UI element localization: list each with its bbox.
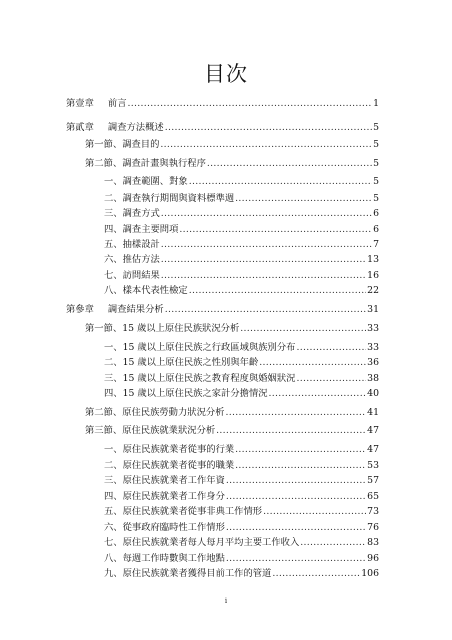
toc-leader: [179, 223, 372, 237]
toc-entry[interactable]: [0, 157, 452, 171]
toc-leader: [161, 238, 372, 252]
toc-entry-label: 第二節、調查計畫與執行程序: [85, 158, 206, 169]
toc-leader: [296, 372, 366, 386]
toc-entry-label: 八、每週工作時數與工作地點: [104, 553, 225, 564]
toc-page-number: 65: [367, 491, 379, 502]
toc-entry-label: 八、樣本代表性檢定: [104, 285, 188, 296]
toc-entry[interactable]: [0, 238, 452, 252]
toc-page-number: 5: [373, 193, 379, 204]
toc-entry-label: 五、抽樣設計: [104, 239, 160, 250]
toc-entry-label: 三、15 歲以上原住民族之教育程度與婚姻狀況: [104, 373, 296, 384]
toc-leader: [240, 322, 366, 336]
toc-leader: [300, 536, 366, 550]
toc-entry-label: 一、調查範圍、對象: [104, 176, 188, 187]
toc-leader: [160, 138, 372, 152]
toc-leader: [189, 284, 366, 298]
toc-entry-label: 前言: [107, 98, 127, 109]
toc-leader: [296, 341, 366, 355]
toc-entry[interactable]: [0, 303, 452, 317]
toc-page-number: 22: [367, 285, 379, 296]
toc-entry[interactable]: [0, 192, 452, 206]
toc-page-number: 7: [373, 239, 379, 250]
toc-entry[interactable]: [0, 322, 452, 336]
toc-leader: [226, 490, 366, 504]
toc-entry-label: 七、原住民族就業者每人每月平均主要工作收入: [104, 537, 300, 548]
toc-entry-label: 九、原住民族就業者獲得目前工作的管道: [104, 568, 272, 579]
toc-entry-label: 二、15 歲以上原住民族之性別與年齡: [104, 357, 259, 368]
toc-leader: [165, 303, 366, 317]
toc-page-number: 96: [367, 553, 379, 564]
toc-page-number: 6: [373, 224, 379, 235]
toc-page-number: 16: [367, 270, 379, 281]
toc-entry[interactable]: [0, 387, 452, 401]
toc-entry-label: 調查結果分析: [107, 304, 164, 315]
toc-page-number: 41: [367, 407, 379, 418]
toc-page-number: 5: [373, 122, 379, 133]
toc-entry[interactable]: [0, 490, 452, 504]
toc-entry[interactable]: [0, 253, 452, 267]
toc-entry-label: 調查方法概述: [107, 122, 164, 133]
toc-entry[interactable]: [0, 121, 452, 135]
toc-leader: [269, 387, 367, 401]
toc-entry[interactable]: [0, 97, 452, 111]
toc-chapter-number: 第參章: [66, 304, 94, 315]
toc-entry[interactable]: [0, 552, 452, 566]
toc-entry-label: 一、15 歲以上原住民族之行政區域與族別分布: [104, 342, 296, 353]
toc-page-number: 76: [367, 522, 379, 533]
toc-leader: [226, 521, 366, 535]
toc-entry-label: 六、從事政府臨時性工作情形: [104, 522, 225, 533]
toc-page-number: 5: [373, 176, 379, 187]
toc-entry-label: 第一節、15 歲以上原住民族狀況分析: [85, 323, 240, 334]
toc-leader: [189, 175, 372, 189]
toc-entry[interactable]: [0, 207, 452, 221]
toc-page-number: 47: [367, 425, 379, 436]
toc-page-number: 83: [367, 537, 379, 548]
toc-entry[interactable]: [0, 567, 452, 581]
toc-entry[interactable]: [0, 356, 452, 370]
toc-page-number: 57: [367, 475, 379, 486]
toc-entry[interactable]: [0, 459, 452, 473]
toc-page-number: 106: [361, 568, 379, 579]
toc-entry-label: 三、調查方式: [104, 208, 160, 219]
toc-entry-label: 二、原住民族就業者從事的職業: [104, 460, 235, 471]
toc-entry-label: 四、原住民族就業者工作身分: [104, 491, 225, 502]
toc-chapter-number: 第貳章: [66, 122, 94, 133]
toc-leader: [235, 459, 366, 473]
toc-leader: [226, 474, 366, 488]
toc-page-number: 53: [367, 460, 379, 471]
toc-entry[interactable]: [0, 341, 452, 355]
toc-entry[interactable]: [0, 372, 452, 386]
toc-entry[interactable]: [0, 424, 452, 438]
toc-leader: [165, 121, 372, 135]
toc-page-number: 36: [367, 357, 379, 368]
toc-leader: [272, 567, 360, 581]
toc-leader: [259, 356, 366, 370]
toc-entry[interactable]: [0, 536, 452, 550]
toc-leader: [161, 269, 366, 283]
toc-page-number: 5: [373, 139, 379, 150]
toc-entry-label: 四、調查主要問項: [104, 224, 179, 235]
toc-entry[interactable]: [0, 269, 452, 283]
page-footer-number: i: [224, 597, 228, 605]
toc-entry-label: 七、訪問結果: [104, 270, 160, 281]
toc-entry[interactable]: [0, 474, 452, 488]
toc-entry-label: 四、15 歲以上原住民族之家計分擔情況: [104, 388, 268, 399]
toc-leader: [235, 192, 372, 206]
toc-entry-label: 第三節、原住民族就業狀況分析: [85, 425, 216, 436]
toc-entry[interactable]: [0, 175, 452, 189]
toc-page-number: 5: [373, 158, 379, 169]
toc-leader: [216, 424, 366, 438]
toc-entry-label: 三、原住民族就業者工作年資: [104, 475, 225, 486]
toc-leader: [225, 406, 366, 420]
toc-page-number: 1: [373, 98, 379, 109]
toc-entry[interactable]: [0, 505, 452, 519]
toc-entry[interactable]: [0, 138, 452, 152]
toc-page-number: 47: [367, 444, 379, 455]
toc-entry[interactable]: [0, 284, 452, 298]
toc-entry-label: 第一節、調查目的: [85, 139, 160, 150]
toc-page-number: 40: [367, 388, 379, 399]
toc-entry[interactable]: [0, 443, 452, 457]
toc-entry[interactable]: [0, 406, 452, 420]
toc-entry-label: 第二節、原住民族勞動力狀況分析: [85, 407, 225, 418]
toc-leader: [128, 97, 373, 111]
toc-page-number: 33: [367, 323, 379, 334]
toc-page-number: 13: [367, 254, 379, 265]
toc-leader: [235, 443, 366, 457]
toc-page-number: 31: [367, 304, 379, 315]
toc-entry-label: 五、原住民族就業者從事非典工作情形: [104, 506, 263, 517]
toc-leader: [161, 207, 372, 221]
toc-leader: [161, 253, 366, 267]
page-title: 目次: [204, 62, 248, 86]
toc-leader: [207, 157, 372, 171]
toc-entry-label: 六、推估方法: [104, 254, 160, 265]
toc-page-number: 6: [373, 208, 379, 219]
toc-entry[interactable]: [0, 521, 452, 535]
toc-chapter-number: 第壹章: [66, 98, 94, 109]
toc-entry[interactable]: [0, 223, 452, 237]
toc-leader: [226, 552, 366, 566]
toc-page-number: 33: [367, 342, 379, 353]
toc-entry-label: 一、原住民族就業者從事的行業: [104, 444, 235, 455]
toc-page-number: 38: [367, 373, 379, 384]
toc-leader: [263, 505, 366, 519]
toc-entry-label: 二、調查執行期間與資料標準週: [104, 193, 235, 204]
toc-page-number: 73: [367, 506, 379, 517]
